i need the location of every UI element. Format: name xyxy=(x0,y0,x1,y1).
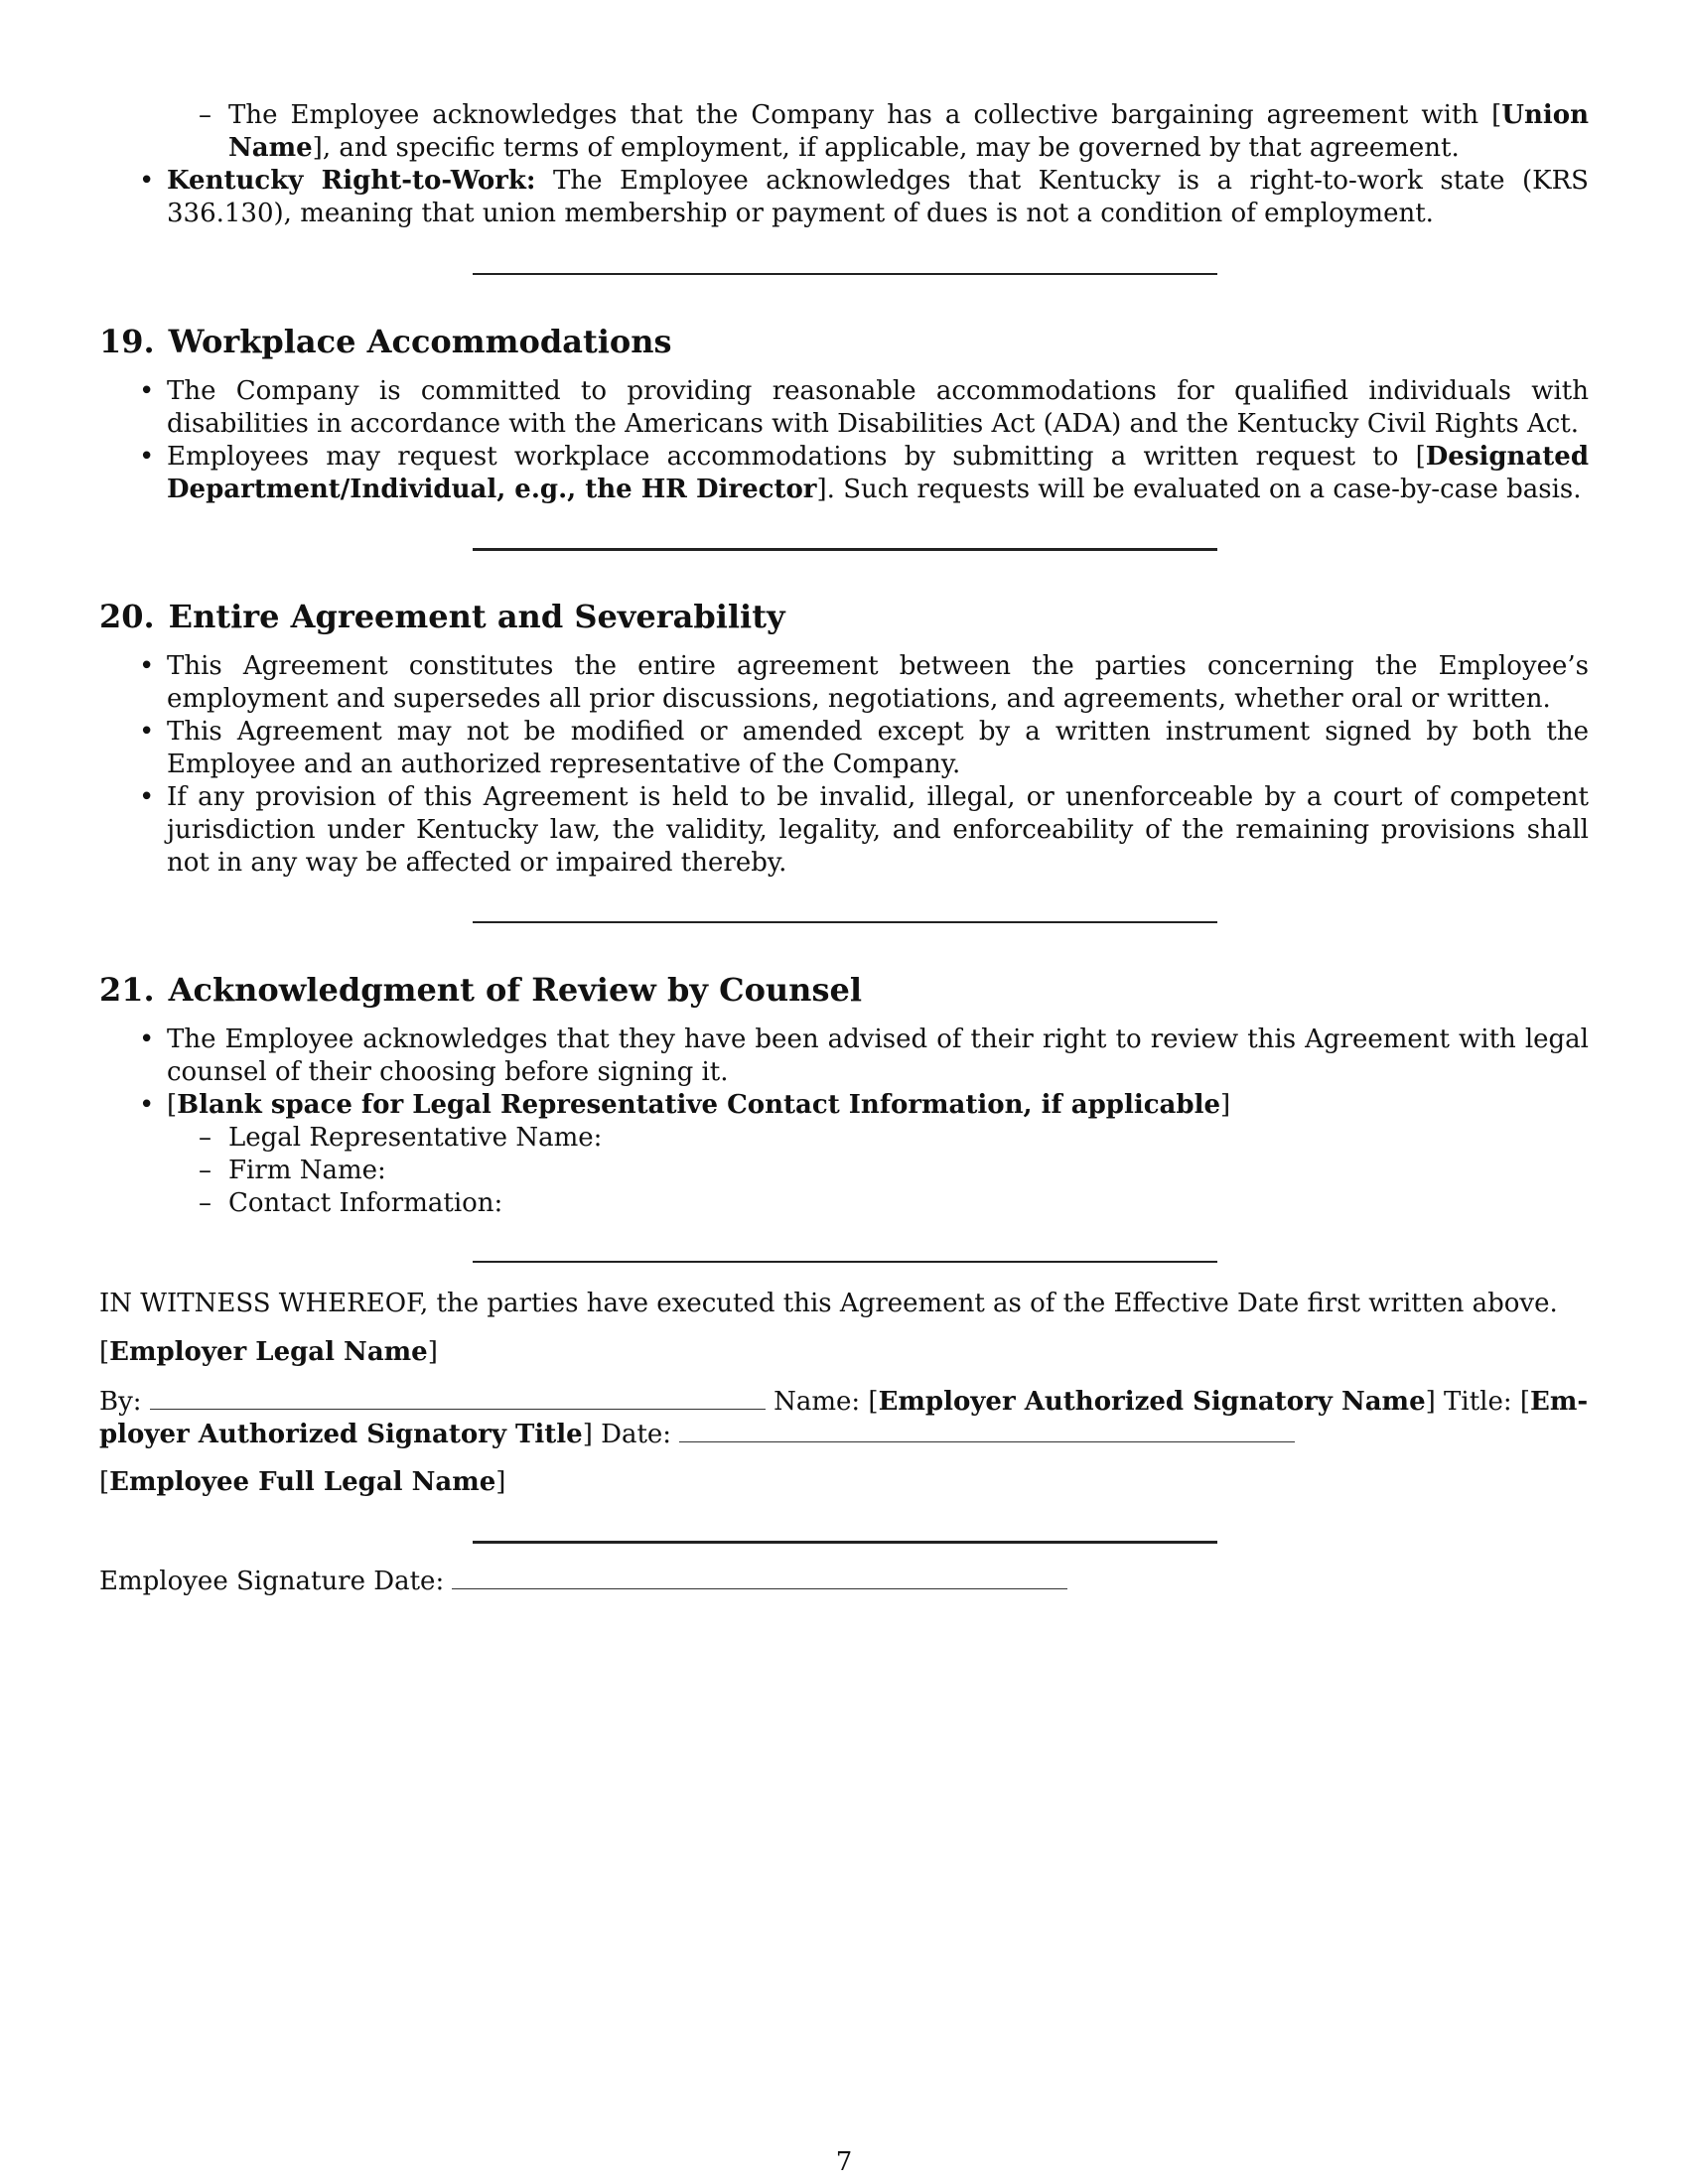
right-to-work-text: The Employee acknowledges that Kentucky is a right-to-work state (KRS 336.130), meaning that union membership or payment of dues is not a condition of employment. xyxy=(167,166,1589,228)
continued-list xyxy=(99,99,1589,230)
legal-rep-name-field: – Legal Representative Name: xyxy=(99,1122,1589,1155)
section-title: Acknowledgment of Review by Counsel xyxy=(168,971,862,1009)
signatory-name-placeholder: Employer Authorized Signatory Name xyxy=(878,1387,1426,1417)
section-19-list xyxy=(99,375,1589,506)
section-divider xyxy=(473,273,1217,275)
section-title: Entire Agreement and Severability xyxy=(168,598,785,635)
designated-department-placeholder: Designated Department/Individual, e.g., the HR Director xyxy=(167,442,1589,504)
employee-signature-rule xyxy=(473,1541,1217,1544)
employer-signature-field[interactable] xyxy=(150,1385,766,1410)
date-label: Date: xyxy=(601,1420,672,1449)
union-item-text-pre: The Employee acknowledges that the Company has a collective bargaining agreement with [ xyxy=(228,100,1502,130)
list-item: • This Agreement may not be modified or amended except by a written instrument signed by both the Employee and an authorized representative of the Company. xyxy=(99,716,1589,781)
right-to-work-label: Kentucky Right-to-Work: xyxy=(167,166,536,196)
section-number: 21. xyxy=(99,971,155,1009)
list-item-text: ]. Such requests will be evaluated on a case-by-case basis. xyxy=(816,475,1582,504)
section-19-heading xyxy=(99,322,672,361)
employer-legal-name: Employer Legal Name xyxy=(109,1337,428,1367)
employer-title-date-line: ployer Authorized Signatory Title] Date: xyxy=(99,1418,1295,1451)
contact-info-field: – Contact Information: xyxy=(99,1187,1589,1220)
employee-full-legal-name: Employee Full Legal Name xyxy=(109,1467,496,1497)
employee-signature-date-label: Employee Signature Date: xyxy=(99,1567,445,1596)
title-label: Title: xyxy=(1444,1387,1512,1417)
section-divider xyxy=(473,548,1217,551)
list-item xyxy=(99,441,1589,506)
list-item: • This Agreement constitutes the entire agreement between the parties concerning the Employee’s employment and supersedes all prior discussions, negotiations, and agreements, whether oral or written. xyxy=(99,650,1589,716)
section-divider xyxy=(473,1261,1217,1263)
section-20-list xyxy=(99,650,1589,880)
union-agreement-item xyxy=(99,99,1589,165)
right-to-work-item xyxy=(99,165,1589,230)
employer-date-field[interactable] xyxy=(679,1418,1295,1442)
employee-signature-date-line xyxy=(99,1565,1067,1598)
section-number: 20. xyxy=(99,598,155,635)
list-item-text: Employees may request workplace accommodations by submitting a written request to [ xyxy=(167,442,1426,472)
section-21-list xyxy=(99,1024,1589,1220)
section-title: Workplace Accommodations xyxy=(168,323,672,360)
witness-statement: IN WITNESS WHEREOF, the parties have executed this Agreement as of the Effective Date first written above. xyxy=(99,1289,1558,1318)
list-item: • [Blank space for Legal Representative Contact Information, if applicable] xyxy=(99,1089,1589,1122)
signatory-title-placeholder: Em- xyxy=(1530,1387,1589,1417)
legal-rep-placeholder: Blank space for Legal Representative Contact Information, if applicable xyxy=(177,1090,1220,1120)
section-21-heading xyxy=(99,970,862,1010)
list-item: • If any provision of this Agreement is held to be invalid, illegal, or unenforceable by a court of competent jurisdiction under Kentucky law, the validity, legality, and enforceability of the remaining provisions shall not in any way be affected or impaired thereby. xyxy=(99,781,1589,880)
union-item-text-post: ], and specific terms of employment, if applicable, may be governed by that agreement. xyxy=(312,133,1460,163)
by-label: By: xyxy=(99,1387,142,1417)
firm-name-field: – Firm Name: xyxy=(99,1155,1589,1187)
employee-signature-date-field[interactable] xyxy=(452,1565,1067,1589)
list-item: • The Employee acknowledges that they have been advised of their right to review this Agreement with legal counsel of their choosing before signing it. xyxy=(99,1024,1589,1089)
section-number: 19. xyxy=(99,323,155,360)
section-20-heading xyxy=(99,597,785,636)
union-name-placeholder: Union Name xyxy=(228,100,1589,163)
page-number: 7 xyxy=(835,2147,853,2177)
employee-name-line: [Employee Full Legal Name] xyxy=(99,1467,506,1497)
employer-name-line: [Employer Legal Name] xyxy=(99,1337,438,1367)
list-item: • The Company is committed to providing reasonable accommodations for qualified individuals with disabilities in accordance with the Americans with Disabilities Act (ADA) and the Kentucky Civil Rights Act. xyxy=(99,375,1589,441)
name-label: Name: xyxy=(774,1387,861,1417)
employer-signature-line: By: Name: [Employer Authorized Signatory Name] Title: [Em- xyxy=(99,1387,1589,1417)
section-divider xyxy=(473,921,1217,923)
signatory-title-placeholder: ployer Authorized Signatory Title xyxy=(99,1420,583,1449)
